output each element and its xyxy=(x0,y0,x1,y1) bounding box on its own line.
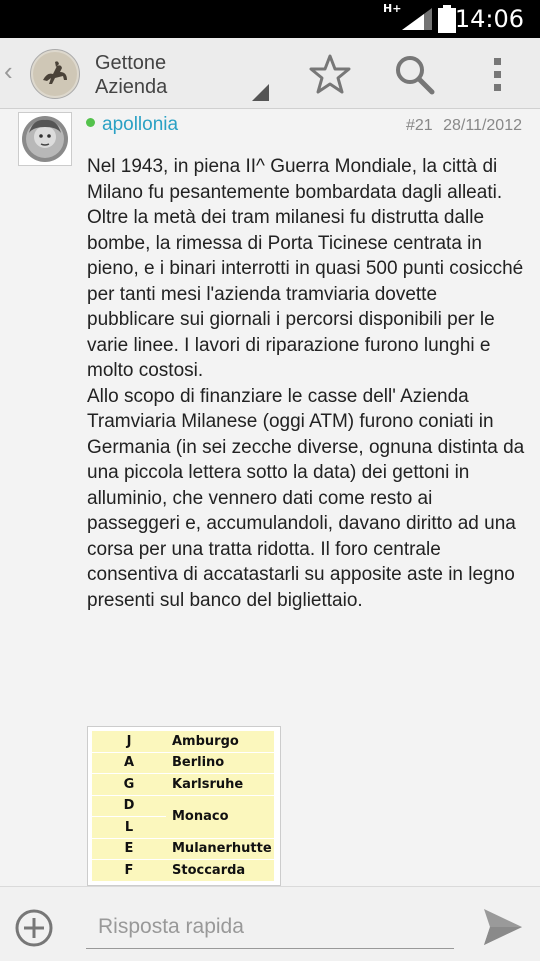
dropdown-corner-icon[interactable] xyxy=(252,84,269,101)
mint-table xyxy=(92,731,274,882)
author-name[interactable]: apollonia xyxy=(102,114,179,135)
star-icon[interactable] xyxy=(308,52,352,96)
table-row xyxy=(92,752,274,774)
add-attachment-icon[interactable] xyxy=(14,908,54,948)
post-meta xyxy=(400,117,522,135)
quick-reply-bar xyxy=(0,886,540,961)
attached-image-mint-table[interactable] xyxy=(87,726,281,886)
mint-letter: F xyxy=(92,860,166,882)
table-row xyxy=(92,731,274,752)
mint-letter: J xyxy=(92,731,166,752)
search-icon[interactable] xyxy=(392,52,436,96)
overflow-menu-icon[interactable] xyxy=(476,52,520,96)
mint-city: Stoccarda xyxy=(166,860,274,882)
post-number: #21 xyxy=(405,117,433,134)
signal-icon xyxy=(402,8,432,30)
mint-city: Mulanerhutte xyxy=(166,838,274,860)
post-body xyxy=(87,154,527,613)
author[interactable] xyxy=(86,114,178,136)
page-title: Gettone Azienda xyxy=(95,52,168,98)
clock: 14:06 xyxy=(454,5,524,33)
table-row xyxy=(92,795,274,817)
network-type: H+ xyxy=(383,2,402,15)
action-bar xyxy=(0,38,540,109)
mint-city: Karlsruhe xyxy=(166,774,274,796)
send-icon[interactable] xyxy=(482,907,524,947)
status-bar xyxy=(0,0,540,38)
mint-letter: E xyxy=(92,838,166,860)
online-status-icon xyxy=(86,118,95,127)
post-paragraph: Nel 1943, in piena II^ Guerra Mondiale, la città di Milano fu pesantemente bombardata dagli alleati. Oltre la metà dei tram milanesi fu distrutta dalle bombe, la rimessa di Porta Ticinese centrata in pieno, e i binari interrotti in quasi 500 punti cosicché per tanti mesi l'azienda tramviaria dovette pubblicare sui giornali i percorsi disponibili per le varie linee. I lavori di riparazione furono lunghi e molto costosi. xyxy=(87,156,524,381)
table-row xyxy=(92,838,274,860)
mint-city: Berlino xyxy=(166,752,274,774)
post xyxy=(0,108,540,886)
mint-letter: A xyxy=(92,752,166,774)
mint-city: Amburgo xyxy=(166,731,274,752)
quick-reply-input[interactable] xyxy=(86,905,454,949)
back-icon[interactable]: ‹ xyxy=(4,56,13,86)
post-date: 28/11/2012 xyxy=(443,117,522,134)
app-logo-coin[interactable] xyxy=(30,49,80,99)
mint-city: Monaco xyxy=(166,795,274,838)
table-row xyxy=(92,860,274,882)
avatar[interactable] xyxy=(18,112,72,166)
mint-letter: L xyxy=(92,817,166,839)
table-row xyxy=(92,774,274,796)
mint-letter: G xyxy=(92,774,166,796)
post-paragraph: Allo scopo di finanziare le casse dell' Azienda Tramviaria Milanese (oggi ATM) furono coniati in Germania (in sei zecche diverse, ognuna distinta da una piccola lettera sotto la data) dei gettoni in alluminio, che vennero dati come resto ai passeggeri e, accumulandoli, davano diritto ad una corsa per una tratta ridotta. Il foro centrale consentiva di accatastarli su apposite aste in legno presenti sul banco del bigliettaio. xyxy=(87,385,525,611)
mint-letter: D xyxy=(92,795,166,817)
